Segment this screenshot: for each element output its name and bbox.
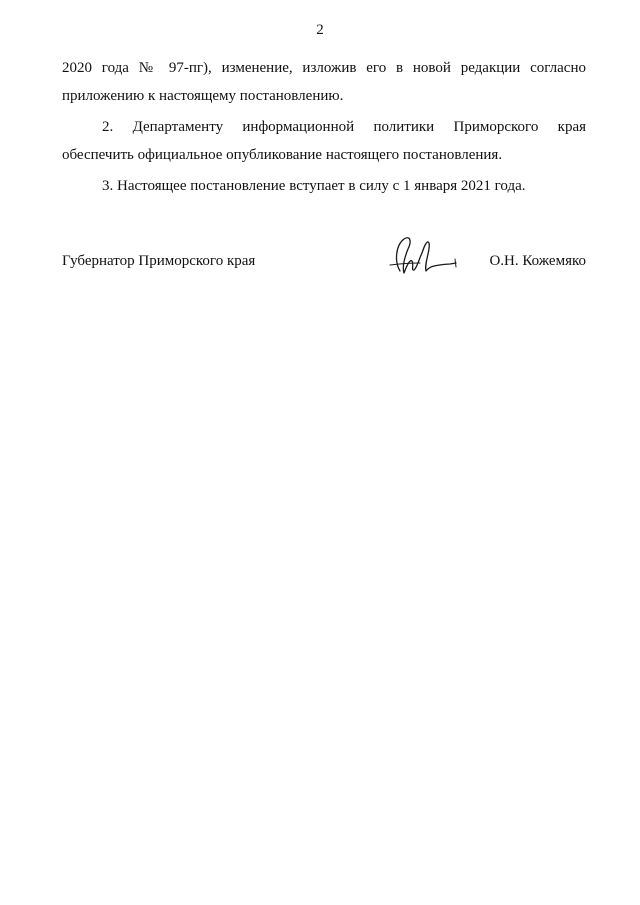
paragraph-1-line-1: 2020 года № 97-пг), изменение, изложив его в новой редакции согласно bbox=[62, 60, 586, 76]
paragraph-3 bbox=[62, 172, 586, 200]
paragraph-2-line-1: 2. Департаменту информационной политики Приморского края bbox=[102, 119, 586, 135]
paragraph-1-line-2: приложению к настоящему постановлению. bbox=[62, 88, 344, 104]
paragraph-3-line-1: 3. Настоящее постановление вступает в силу с 1 января 2021 года. bbox=[102, 178, 526, 194]
signatory-title: Губернатор Приморского края bbox=[62, 253, 256, 269]
signatory-name: О.Н. Кожемяко bbox=[489, 253, 586, 269]
page-number: 2 bbox=[316, 22, 324, 38]
paragraph-2 bbox=[62, 113, 586, 169]
handwritten-signature-icon bbox=[380, 231, 460, 281]
paragraph-1 bbox=[62, 54, 586, 110]
paragraph-2-line-2: обеспечить официальное опубликование настоящего постановления. bbox=[62, 147, 503, 163]
signature-block bbox=[62, 253, 586, 283]
